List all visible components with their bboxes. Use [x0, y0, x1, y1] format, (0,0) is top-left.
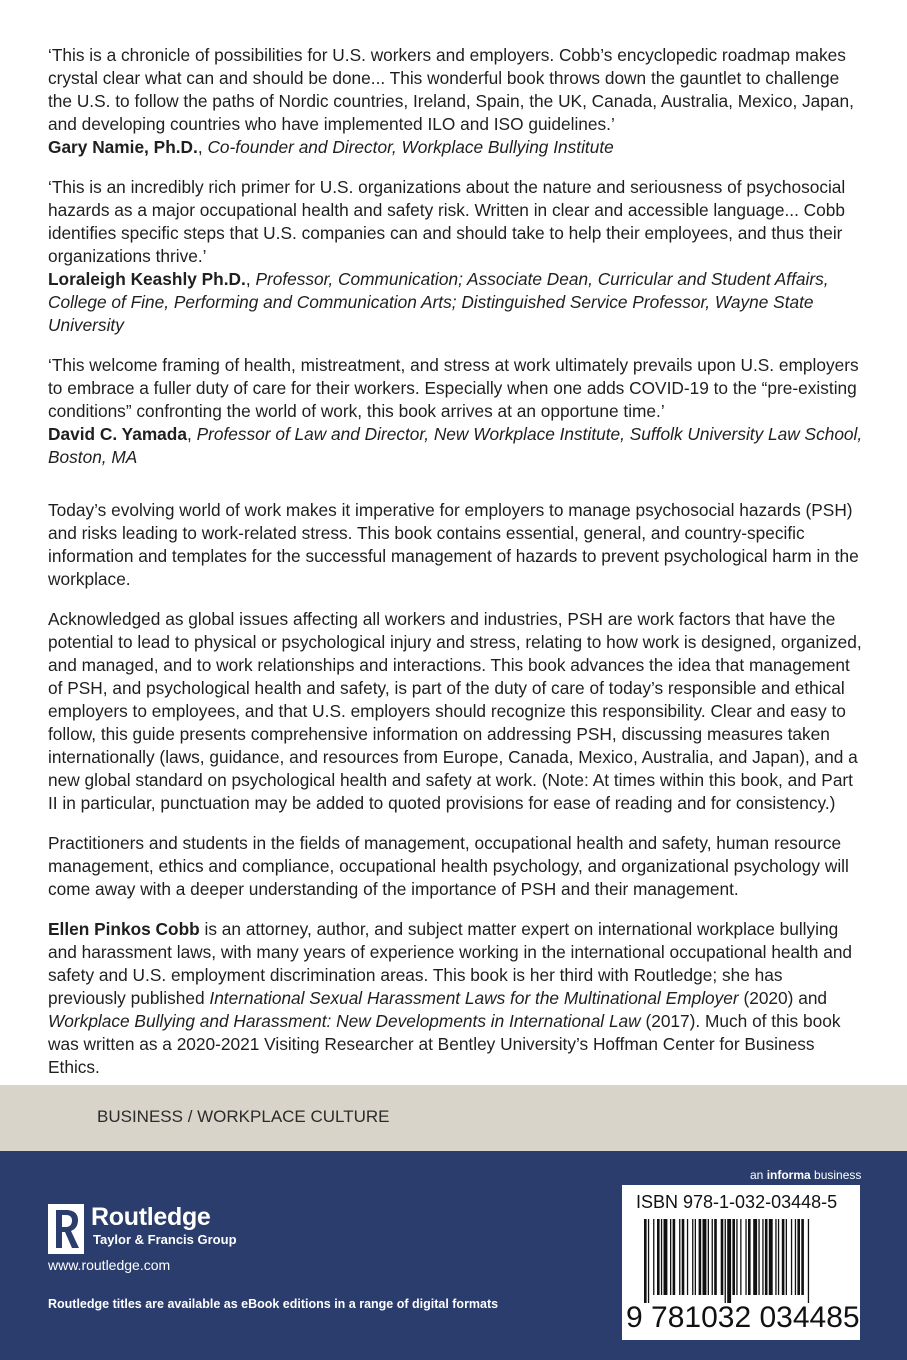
- description-paragraph: Acknowledged as global issues affecting all workers and industries, PSH are work factors that have the potential to lead to physical or psychological injury and stress, relating to how work is designed, organized, and managed, and to work relationships and interactions. This book advances the idea that management of PSH, and psychological health and safety, is part of the duty of care of today’s responsible and ethical employers to employees, and that U.S. employers should recognize this responsibility. Clear and easy to follow, this guide presents comprehensive information on addressing PSH, discussing measures taken internationally (laws, guidance, and resources from Europe, Canada, Mexico, Australia, and Japan), and a new global standard on psychological health and safety at work. (Note: At times within this book, and Part II in particular, punctuation may be added to quoted provisions for ease of reading and for consistency.): [48, 609, 862, 813]
- barcode-bar: [657, 1219, 660, 1295]
- barcode-bar: [721, 1219, 724, 1295]
- barcode-bar: [748, 1219, 751, 1295]
- previous-book-title: Workplace Bullying and Harassment: New Developments in International Law: [48, 1011, 641, 1031]
- barcode-bar: [708, 1219, 709, 1295]
- subject-category: BUSINESS / WORKPLACE CULTURE: [97, 1107, 390, 1126]
- publisher-name: Routledge: [91, 1203, 211, 1231]
- barcode-bar: [712, 1219, 713, 1295]
- endorsement-author: David C. Yamada: [48, 424, 187, 444]
- description-paragraph: Practitioners and students in the fields of management, occupational health and safety, human resource management, ethics and compliance, occupational health psychology, and organizational psychology will come away with a deeper understanding of the importance of PSH and their management.: [48, 833, 849, 899]
- informa-brand: informa: [766, 1168, 811, 1182]
- barcode-bar: [795, 1219, 796, 1295]
- barcode-bar: [670, 1219, 671, 1295]
- barcode-bar: [699, 1219, 702, 1295]
- isbn-label: ISBN 978-1-032-03448-5: [636, 1192, 838, 1212]
- author-bio: [48, 918, 863, 1079]
- barcode-bar: [714, 1219, 717, 1295]
- bio-text: is an attorney, author, and subject matter expert on international workplace bullying and harassment laws, with many years of experience working in the international occupational health and safety and U.S. employment discrimination areas. This book is her third with Routledge; she has previously published: [48, 919, 853, 1008]
- endorsement-text: ‘This welcome framing of health, mistreatment, and stress at work ultimately prevails upon U.S. employers to embrace a fuller duty of care for their workers. Especially when one adds COVID-19 to the “pre-existing conditions” confronting the world of work, this book arrives at an opportune time.’: [48, 355, 859, 421]
- barcode-bar: [653, 1219, 654, 1295]
- endorsement-role: Co-founder and Director, Workplace Bullying Institute: [207, 137, 614, 157]
- barcode-bar: [687, 1219, 688, 1295]
- barcode-bar: [782, 1219, 785, 1295]
- barcode-bar: [673, 1219, 676, 1295]
- barcode-bar: [661, 1219, 662, 1295]
- back-cover-text: [48, 44, 863, 1079]
- endorsement-role: Professor of Law and Director, New Workplace Institute, Suffolk University Law School, Boston, MA: [48, 424, 863, 467]
- endorsement-text: ‘This is a chronicle of possibilities for U.S. workers and employers. Cobb’s encyclopedic roadmap makes crystal clear what can and should be done... This wonderful book throws down the gauntlet to challenge the U.S. to follow the paths of Nordic countries, Ireland, Spain, the UK, Canada, Australia, Mexico, Japan, and developing countries who have implemented ILO and ISO guidelines.’: [48, 45, 854, 134]
- previous-book-title: International Sexual Harassment Laws for the Multinational Employer: [209, 988, 739, 1008]
- barcode-bar: [765, 1219, 768, 1295]
- barcode-bar: [644, 1219, 647, 1303]
- barcode-bar: [732, 1219, 735, 1295]
- barcode-bar: [664, 1219, 668, 1295]
- ebook-note: Routledge titles are available as eBook editions in a range of digital formats: [48, 1297, 499, 1311]
- barcode-graphic: [624, 1219, 858, 1305]
- barcode-bar: [775, 1219, 776, 1295]
- informa-tagline: [750, 1168, 861, 1182]
- barcode-bar: [786, 1219, 787, 1295]
- bio-text: (2017). Much of this book was written as a 2020-2021 Visiting Researcher at Bentley University’s Hoffman Center for Business Ethics.: [48, 1011, 841, 1077]
- barcode-bar: [758, 1219, 759, 1295]
- barcode-bar: [703, 1219, 707, 1295]
- endorsement-author: Loraleigh Keashly Ph.D.: [48, 269, 246, 289]
- endorsement-author: Gary Namie, Ph.D.: [48, 137, 198, 157]
- barcode-bar: [725, 1219, 726, 1303]
- isbn-barcode-block: [622, 1185, 860, 1340]
- barcode-bar: [801, 1219, 804, 1295]
- subject-category-band: [0, 1085, 907, 1151]
- barcode-digits: 9 781032 034485: [626, 1301, 860, 1334]
- barcode-bar: [791, 1219, 792, 1295]
- barcode-bar: [762, 1219, 763, 1295]
- endorsement-text: ‘This is an incredibly rich primer for U.S. organizations about the nature and seriousness of psychosocial hazards as a major occupational health and safety risk. Written in clear and accessible language... Cobb identifies specific steps that U.S. companies can and should take to help their employees, and thus their organizations thrive.’: [48, 177, 846, 266]
- routledge-r-logo-icon: [48, 1204, 84, 1259]
- endorsement-role: Professor, Communication; Associate Dean, Curricular and Student Affairs, College of Fine, Performing and Communication Arts; Distinguished Service Professor, Wayne State University: [48, 269, 829, 335]
- barcode-bar: [740, 1219, 741, 1295]
- barcode-bar: [808, 1219, 809, 1303]
- endorsement-3: ‘This welcome framing of health, mistreatment, and stress at work ultimately prevails upon U.S. employers to embrace a fuller duty of care for their workers. Especially when one adds COVID-19 to the “pre-existing conditions” confronting the world of work, this book arrives at an opportune time.’ David C. Yamada, Professor of Law and Director, New Workplace Institute, Suffolk University Law School, Boston, MA: [48, 355, 863, 467]
- author-name: Ellen Pinkos Cobb: [48, 919, 200, 939]
- barcode-bar: [679, 1219, 680, 1295]
- publisher-website: www.routledge.com: [48, 1257, 171, 1273]
- barcode-bar: [797, 1219, 800, 1295]
- barcode-bar: [727, 1219, 731, 1303]
- book-description: [48, 499, 863, 901]
- informa-suffix: business: [810, 1168, 862, 1182]
- barcode-bar: [769, 1219, 773, 1295]
- barcode-bar: [736, 1219, 737, 1295]
- barcode-bar: [682, 1219, 685, 1295]
- barcode-bar: [778, 1219, 779, 1295]
- bio-text: (2020) and: [738, 988, 828, 1008]
- publisher-footer: [0, 1151, 907, 1360]
- barcode-bar: [692, 1219, 693, 1295]
- endorsement-2: ‘This is an incredibly rich primer for U.S. organizations about the nature and seriousness of psychosocial hazards as a major occupational health and safety risk. Written in clear and accessible language... Cobb identifies specific steps that U.S. companies can and should take to help their employees, and thus their organizations thrive.’ Loraleigh Keashly Ph.D., Professor, Communication; Associate Dean, Curricular and Student Affairs, College of Fine, Performing and Communication Arts; Distinguished Service Professor, Wayne State University: [48, 176, 863, 337]
- endorsement-1: ‘This is a chronicle of possibilities for U.S. workers and employers. Cobb’s encyclopedic roadmap makes crystal clear what can and should be done... This wonderful book throws down the gauntlet to challenge the U.S. to follow the paths of Nordic countries, Ireland, Spain, the UK, Canada, Australia, Mexico, Japan, and developing countries who have implemented ILO and ISO guidelines.’ Gary Namie, Ph.D., Co-founder and Director, Workplace Bullying Institute: [48, 44, 863, 159]
- description-paragraph: Today’s evolving world of work makes it imperative for employers to manage psychosocial hazards (PSH) and risks leading to work-related stress. This book contains essential, general, and country-specific information and templates for the successful management of hazards to prevent psychological harm in the workplace.: [48, 500, 859, 589]
- informa-prefix: an: [750, 1168, 767, 1182]
- publisher-group: Taylor & Francis Group: [93, 1232, 237, 1247]
- barcode-bar: [648, 1219, 649, 1303]
- barcode-bar: [753, 1219, 757, 1295]
- barcode-bar: [695, 1219, 696, 1295]
- barcode-bar: [745, 1219, 746, 1295]
